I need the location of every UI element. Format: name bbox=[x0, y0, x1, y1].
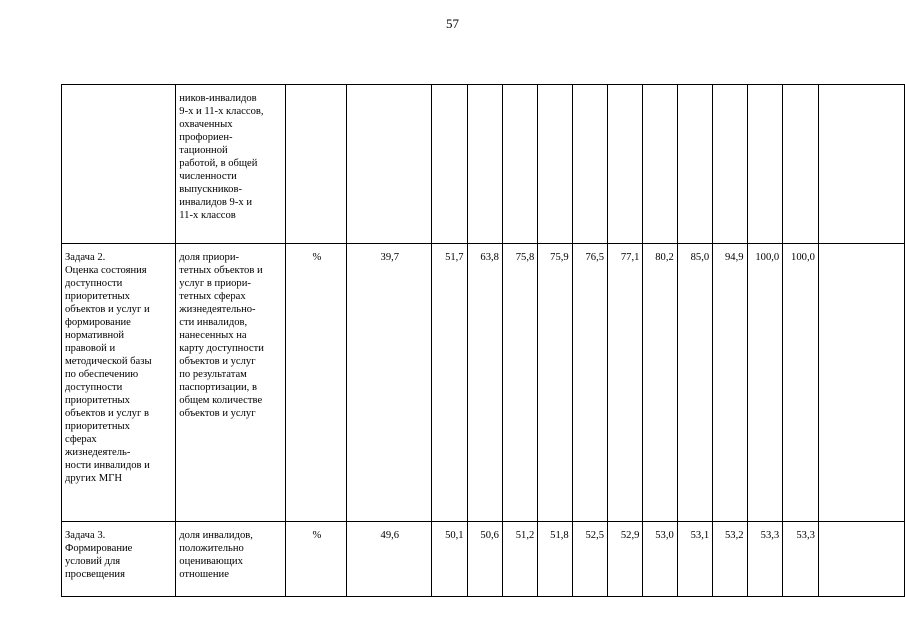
indicator-cell: ников-инвалидов 9-х и 11-х классов, охваченных профориен- тационной работой, в общей численности выпускников- инвалидов 9-х и 11-х классов bbox=[176, 85, 286, 244]
year-value-cell: 75,8 bbox=[502, 244, 537, 522]
year-value-cell: 51,7 bbox=[432, 244, 467, 522]
year-value-cell: 63,8 bbox=[467, 244, 502, 522]
year-value-cell bbox=[467, 85, 502, 244]
year-value-cell: 53,3 bbox=[747, 522, 783, 597]
year-value-cell bbox=[747, 85, 783, 244]
base-value-cell bbox=[347, 85, 432, 244]
unit-cell: % bbox=[286, 522, 347, 597]
year-value-cell: 53,1 bbox=[677, 522, 712, 597]
task-cell: Задача 3. Формирование условий для просвещения bbox=[62, 522, 176, 597]
year-value-cell: 75,9 bbox=[538, 244, 572, 522]
year-value-cell: 50,1 bbox=[432, 522, 467, 597]
year-value-cell bbox=[818, 522, 904, 597]
year-value-cell: 85,0 bbox=[677, 244, 712, 522]
year-value-cell: 53,2 bbox=[713, 522, 747, 597]
year-value-cell bbox=[713, 85, 747, 244]
task-cell: Задача 2. Оценка состояния доступности приоритетных объектов и услуг и формирование нормативной правовой и методической базы по обеспечению доступности приоритетных объектов и услуг в приоритетных сферах жизнедеятель- ности инвалидов и других МГН bbox=[62, 244, 176, 522]
year-value-cell: 100,0 bbox=[783, 244, 819, 522]
table-row bbox=[62, 85, 905, 244]
task-cell bbox=[62, 85, 176, 244]
table-row bbox=[62, 244, 905, 522]
year-value-cell bbox=[502, 85, 537, 244]
year-value-cell bbox=[818, 85, 904, 244]
base-value-cell: 39,7 bbox=[347, 244, 432, 522]
year-value-cell: 50,6 bbox=[467, 522, 502, 597]
page-number: 57 bbox=[446, 16, 459, 31]
year-value-cell bbox=[783, 85, 819, 244]
year-value-cell: 76,5 bbox=[572, 244, 607, 522]
indicator-table bbox=[61, 84, 905, 597]
year-value-cell: 53,0 bbox=[643, 522, 677, 597]
unit-cell bbox=[286, 85, 347, 244]
year-value-cell bbox=[608, 85, 643, 244]
indicator-cell: доля инвалидов, положительно оценивающих отношение bbox=[176, 522, 286, 597]
unit-cell: % bbox=[286, 244, 347, 522]
year-value-cell bbox=[572, 85, 607, 244]
year-value-cell bbox=[432, 85, 467, 244]
year-value-cell bbox=[818, 244, 904, 522]
indicator-cell: доля приори- тетных объектов и услуг в приори- тетных сферах жизнедеятельно- сти инвалидов, нанесенных на карту доступности объектов и услуг по результатам паспортизации, в общем количестве объектов и услуг bbox=[176, 244, 286, 522]
year-value-cell: 80,2 bbox=[643, 244, 677, 522]
year-value-cell bbox=[677, 85, 712, 244]
year-value-cell: 52,9 bbox=[608, 522, 643, 597]
year-value-cell bbox=[538, 85, 572, 244]
year-value-cell: 51,2 bbox=[502, 522, 537, 597]
year-value-cell: 52,5 bbox=[572, 522, 607, 597]
year-value-cell: 94,9 bbox=[713, 244, 747, 522]
year-value-cell: 51,8 bbox=[538, 522, 572, 597]
base-value-cell: 49,6 bbox=[347, 522, 432, 597]
year-value-cell: 100,0 bbox=[747, 244, 783, 522]
year-value-cell: 77,1 bbox=[608, 244, 643, 522]
year-value-cell: 53,3 bbox=[783, 522, 819, 597]
year-value-cell bbox=[643, 85, 677, 244]
table-row bbox=[62, 522, 905, 597]
